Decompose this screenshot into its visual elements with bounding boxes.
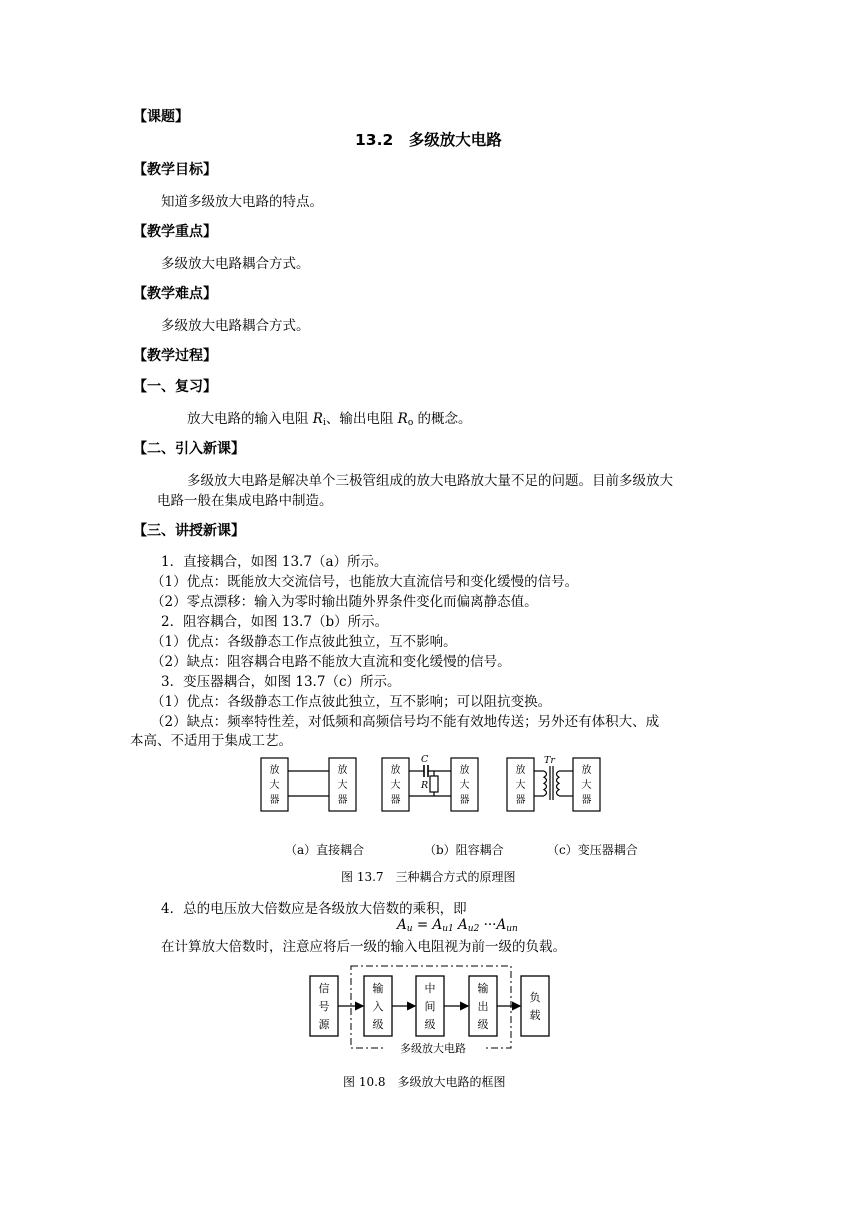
amp-label-char: 大 (390, 780, 401, 791)
amp-label-char: 器 (581, 795, 592, 806)
formula-A: A (458, 917, 468, 933)
ri-symbol: R (312, 411, 323, 427)
intro-heading: 【二、引入新课】 (133, 441, 245, 457)
amp-label-char: 放 (459, 765, 470, 776)
resistor-label: R (421, 780, 429, 791)
formula-eq: = (412, 917, 433, 933)
lecture-line: 1．直接耦合，如图 13.7（a）所示。 (161, 554, 388, 570)
topic-heading: 【课题】 (133, 109, 189, 125)
formula-sub: u2 (467, 924, 480, 934)
amp-label-char: 大 (269, 780, 280, 791)
block-label-char: 级 (372, 1018, 384, 1031)
amp-label-char: 放 (269, 765, 280, 776)
amp-label-char: 大 (459, 780, 470, 791)
review-text-a: 放大电路的输入电阻 (187, 411, 313, 427)
lecture-line: （2）零点漂移：输入为零时输出随外界条件变化而偏离静态值。 (151, 594, 538, 610)
block-diagram (305, 962, 565, 1062)
lecture-heading: 【三、讲授新课】 (133, 523, 245, 539)
block-label-char: 号 (318, 1000, 330, 1013)
formula-sub: u (406, 924, 413, 934)
block-load (521, 976, 549, 1036)
lecture-line: （2）缺点：阻容耦合电路不能放大直流和变化缓慢的信号。 (151, 654, 511, 670)
objectives-text: 知道多级放大电路的特点。 (161, 194, 323, 210)
difficulty-text: 多级放大电路耦合方式。 (161, 318, 310, 334)
subcaption-b: （b）阻容耦合 (424, 843, 504, 857)
formula-sub: u1 (442, 924, 454, 934)
lecture-line-wrap: 本高、不适用于集成工艺。 (130, 733, 292, 749)
review-text (187, 407, 472, 428)
formula-A: A (496, 917, 507, 933)
block-label-char: 级 (477, 1018, 489, 1031)
key-points-text: 多级放大电路耦合方式。 (161, 256, 310, 272)
ro-subscript: o (407, 418, 414, 428)
block-label-char: 源 (318, 1018, 330, 1031)
amp-label-char: 放 (337, 765, 348, 776)
block-label-char: 出 (477, 1000, 489, 1013)
formula-A: A (432, 917, 443, 933)
intro-line-2: 电路一般在集成电路中制造。 (157, 493, 333, 509)
coupling-diagram (258, 752, 604, 818)
block-label-char: 中 (424, 982, 436, 995)
difficulty-heading: 【教学难点】 (133, 286, 217, 302)
key-points-heading: 【教学重点】 (133, 224, 217, 240)
lecture-line: （2）缺点：频率特性差，对低频和高频信号均不能有效地传送；另外还有体积大、成 (151, 714, 660, 730)
subcaption-a: （a）直接耦合 (285, 843, 365, 857)
lecture-line: （1）优点：各级静态工作点彼此独立，互不影响。 (151, 634, 457, 650)
amp-label-char: 器 (269, 795, 280, 806)
transformer-label: Tr (544, 755, 555, 766)
review-text-b: 、输出电阻 (325, 411, 398, 427)
amp-label-char: 大 (337, 780, 348, 791)
amp-label-char: 大 (581, 780, 592, 791)
block-label-char: 入 (372, 1000, 384, 1013)
lecture-line: 2．阻容耦合，如图 13.7（b）所示。 (161, 614, 389, 630)
capacitor-label: C (421, 754, 429, 765)
lecture-line: 3．变压器耦合，如图 13.7（c）所示。 (161, 674, 401, 690)
gain-line: 4．总的电压放大倍数应是各级放大倍数的乘积，即 (161, 901, 467, 917)
amp-label-char: 放 (515, 765, 526, 776)
amp-label-char: 器 (390, 795, 401, 806)
intro-line-1: 多级放大电路是解决单个三极管组成的放大电路放大量不足的问题。目前多级放大 (187, 473, 673, 489)
review-heading: 【一、复习】 (133, 379, 217, 395)
block-label-char: 负 (529, 991, 541, 1004)
block-label-char: 间 (424, 1000, 436, 1013)
figure2-caption: 图 10.8 多级放大电路的框图 (343, 1075, 506, 1089)
formula-dots: ··· (479, 917, 497, 933)
ri-subscript: i (322, 418, 326, 428)
block-label-char: 信 (318, 982, 330, 995)
block-label-char: 载 (529, 1009, 541, 1022)
amp-label-char: 大 (515, 780, 526, 791)
gain-formula (397, 917, 518, 934)
amp-label-char: 器 (459, 795, 470, 806)
amp-label-char: 器 (515, 795, 526, 806)
amp-label-char: 放 (581, 765, 592, 776)
process-heading: 【教学过程】 (133, 348, 217, 364)
block-label-char: 级 (424, 1018, 436, 1031)
block-label-char: 输 (477, 982, 489, 995)
figure1-caption: 图 13.7 三种耦合方式的原理图 (341, 870, 516, 884)
lecture-line: （1）优点：各级静态工作点彼此独立，互不影响；可以阻抗变换。 (151, 694, 552, 710)
review-text-c: 的概念。 (413, 411, 472, 427)
gain-note: 在计算放大倍数时，注意应将后一级的输入电阻视为前一级的负载。 (161, 939, 566, 955)
amp-label-char: 放 (390, 765, 401, 776)
group-label: 多级放大电路 (400, 1042, 466, 1055)
block-label-char: 输 (372, 982, 384, 995)
ro-symbol: R (397, 411, 408, 427)
lecture-line: （1）优点：既能放大交流信号，也能放大直流信号和变化缓慢的信号。 (151, 574, 579, 590)
page-title: 13.2 多级放大电路 (355, 131, 502, 149)
formula-A: A (397, 917, 407, 933)
amp-label-char: 器 (337, 795, 348, 806)
formula-sub: un (506, 924, 518, 934)
subcaption-c: （c）变压器耦合 (547, 843, 638, 857)
objectives-heading: 【教学目标】 (133, 162, 217, 178)
